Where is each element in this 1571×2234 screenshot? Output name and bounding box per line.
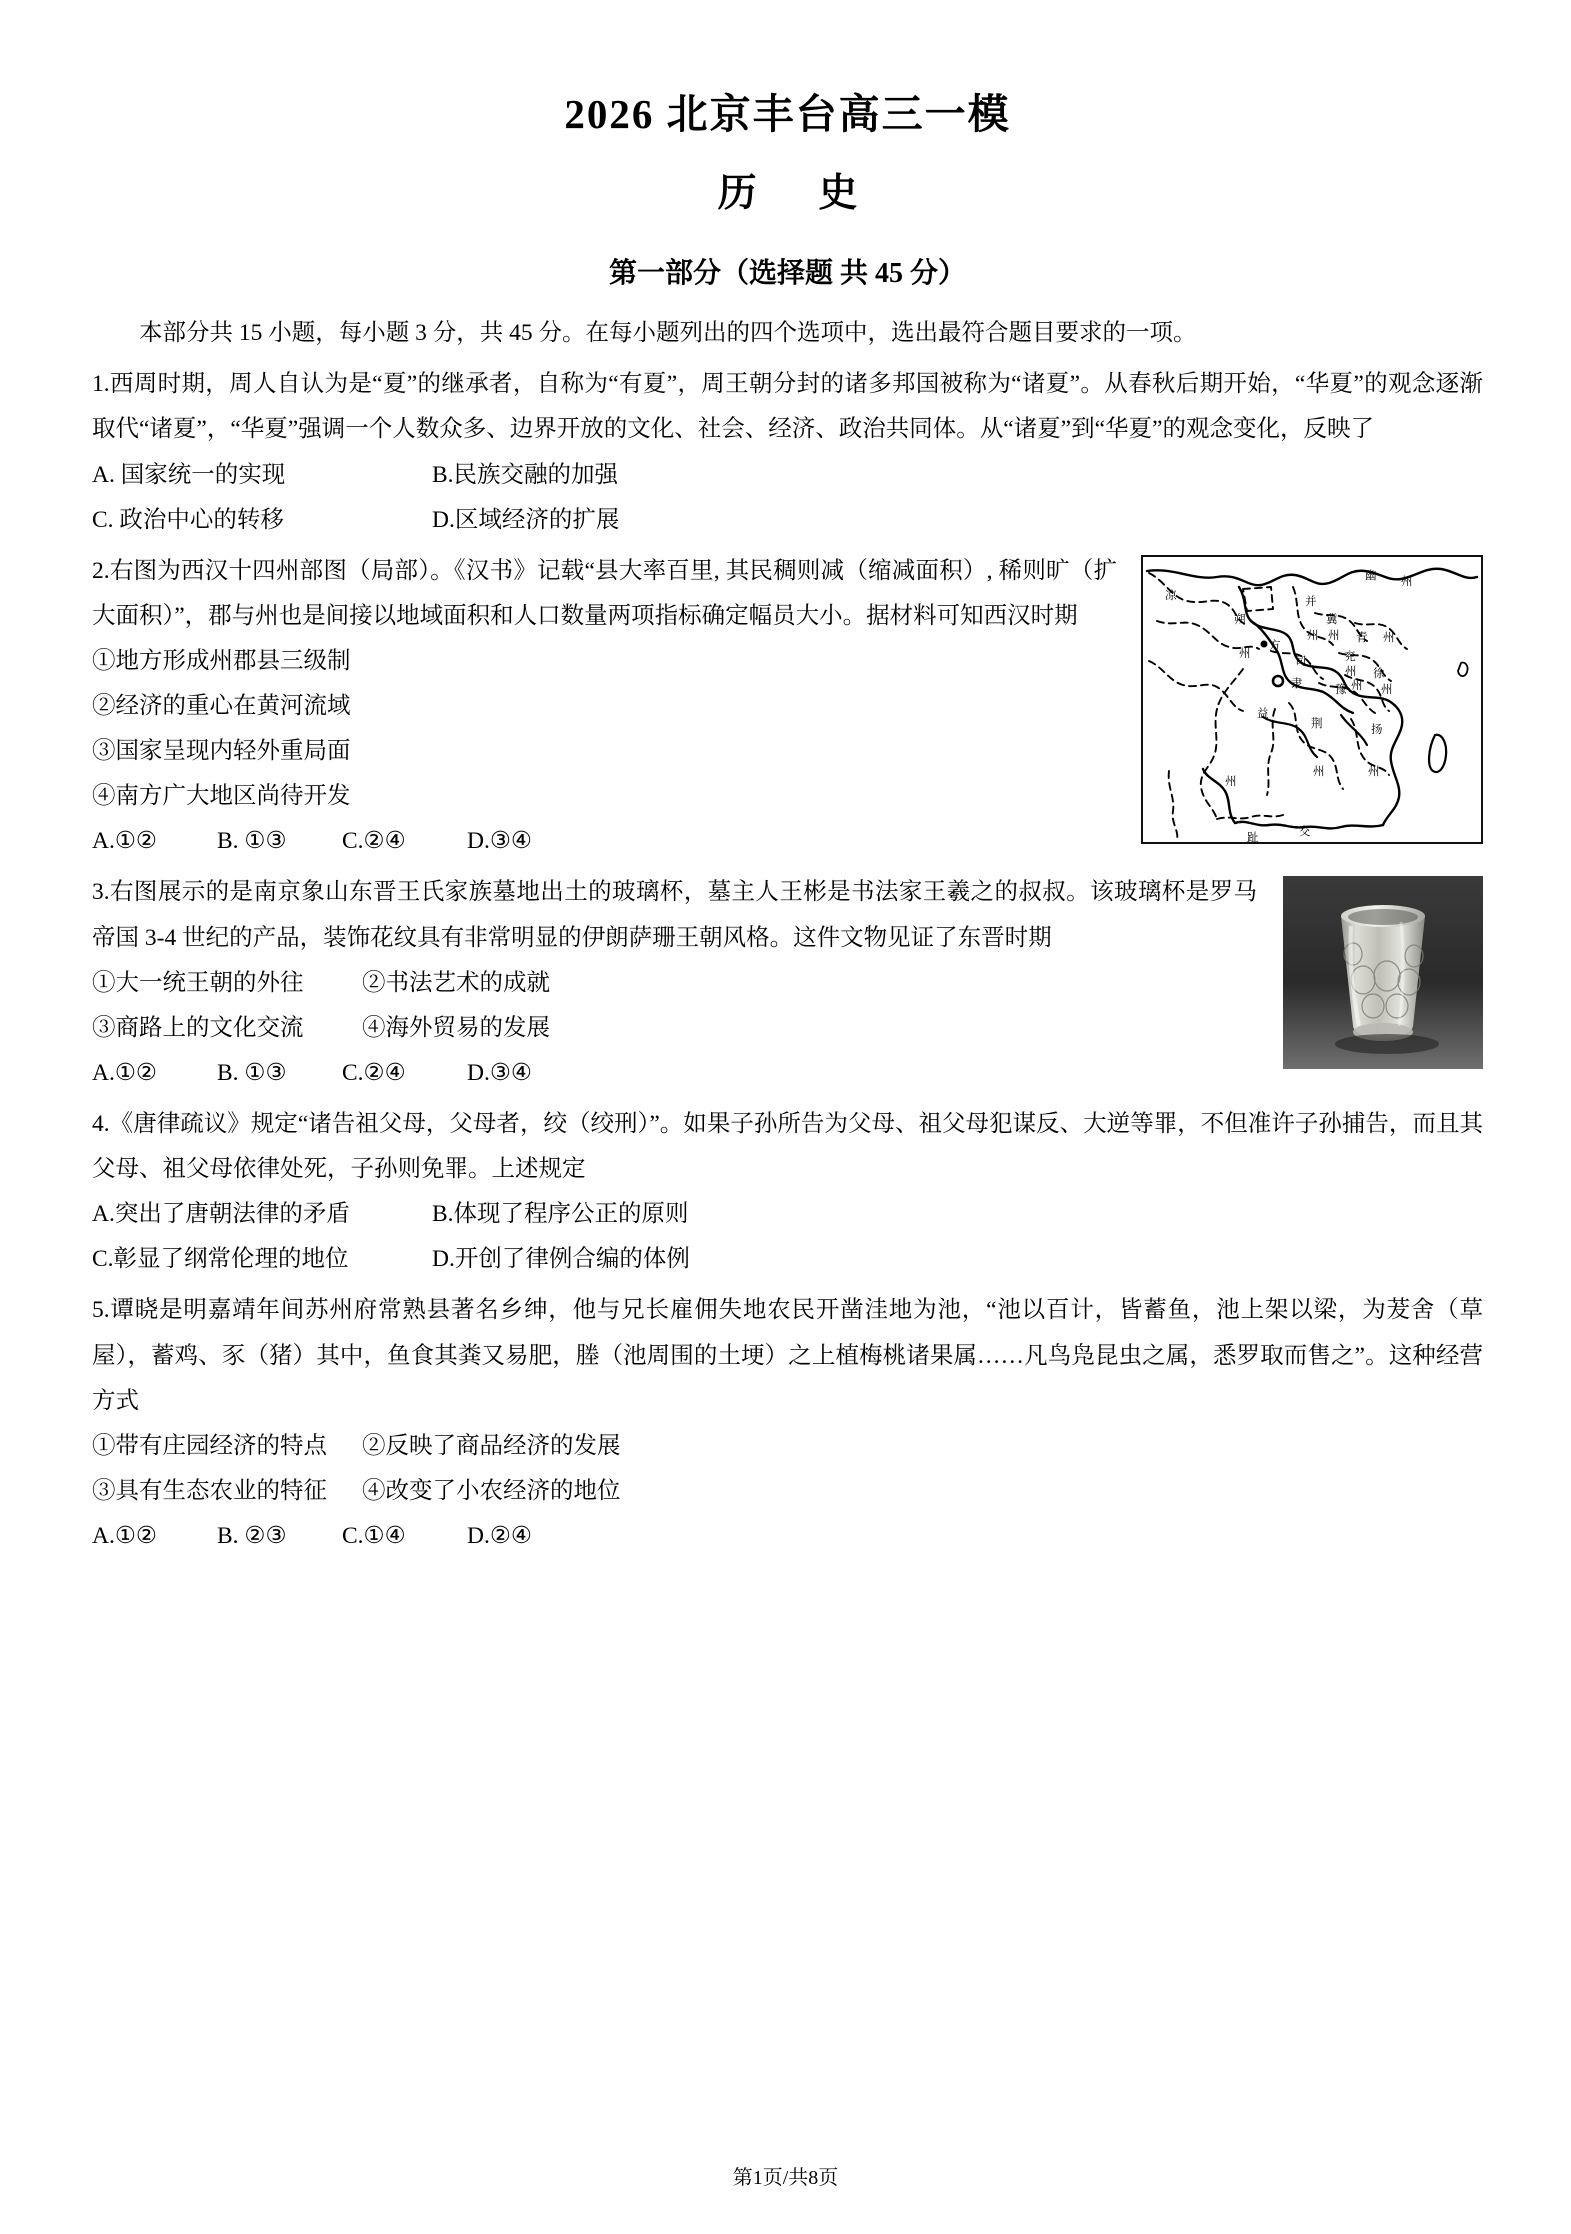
map-label-shuo: 朔 bbox=[1234, 613, 1246, 626]
question-3-subitem-4: ④海外贸易的发展 bbox=[362, 1014, 550, 1041]
question-3-stem: 3.右图展示的是南京象山东晋王氏家族墓地出土的玻璃杯，墓主人王彬是书法家王羲之的叔叔。该玻璃杯是罗马帝国 3-4 世纪的产品，装饰花纹具有非常明显的伊朗萨珊王朝风格。这件文物见证了东晋时期 bbox=[92, 879, 1257, 951]
part-header-parenthetical: （选择题 共 45 分） bbox=[721, 257, 967, 289]
map-label-yanzhou: 州 bbox=[1345, 665, 1357, 678]
question-1-stem: 1.西周时期，周人自认为是“夏”的继承者，自称为“有夏”，周王朝分封的诸多邦国被称为“诸夏”。从春秋后期开始，“华夏”的观念逐渐取代“诸夏”，“华夏”强调一个人数众多、边界开放的文化、社会、经济、政治共同体。从“诸夏”到“华夏”的观念变化，反映了 bbox=[92, 371, 1483, 443]
map-label-yi: 益 bbox=[1257, 707, 1269, 720]
han-dynasty-map-svg bbox=[1143, 557, 1481, 842]
question-3-option-a[interactable]: A.①② bbox=[92, 1059, 157, 1086]
part-header bbox=[92, 254, 1483, 293]
map-label-liangzhou: 州 bbox=[1239, 647, 1251, 660]
subject-title: 历 史 bbox=[717, 172, 884, 216]
question-5-subitem-row-2 bbox=[92, 1469, 1483, 1514]
question-2-option-b[interactable]: B. ①③ bbox=[217, 828, 287, 855]
question-4-option-a[interactable]: A.突出了唐朝法律的矛盾 bbox=[92, 1201, 350, 1228]
question-3-option-c[interactable]: C.②④ bbox=[342, 1059, 406, 1086]
question-3-subitem-2: ②书法艺术的成就 bbox=[362, 969, 550, 996]
question-4-options-row-1 bbox=[92, 1192, 1483, 1237]
page-title: 2026 北京丰台高三一模 bbox=[564, 91, 1011, 137]
page-footer: 第1页/共8页 bbox=[732, 2167, 839, 2189]
map-label-yuzhou: 州 bbox=[1351, 679, 1363, 692]
part-header-main: 第一部分 bbox=[608, 257, 721, 289]
map-label-yang: 扬 bbox=[1371, 723, 1383, 736]
glass-cup-figure bbox=[1283, 876, 1483, 1069]
question-3-subitem-1: ①大一统王朝的外往 bbox=[92, 969, 304, 996]
question-2-subitem-2: ②经济的重心在黄河流域 bbox=[92, 693, 351, 720]
map-label-yangzhou: 州 bbox=[1368, 765, 1380, 778]
question-3-options-row bbox=[92, 1051, 1257, 1096]
question-4-option-b[interactable]: B.体现了程序公正的原则 bbox=[432, 1201, 689, 1228]
glass-cup-svg bbox=[1283, 876, 1483, 1069]
question-1-option-b[interactable]: B.民族交融的加强 bbox=[432, 461, 619, 488]
map-label-li: 隶 bbox=[1291, 677, 1303, 690]
question-1-option-c[interactable]: C. 政治中心的转移 bbox=[92, 506, 284, 533]
question-5-subitem-3: ③具有生态农业的特征 bbox=[92, 1477, 327, 1504]
question-5 bbox=[92, 1288, 1483, 1559]
question-1-options-row-2 bbox=[92, 498, 1483, 543]
map-label-xu: 徐 bbox=[1373, 667, 1385, 680]
question-2-stem: 2.右图为西汉十四州部图（局部）。《汉书》记载“县大率百里, 其民稠则减（缩减面积）, 稀则旷（扩大面积）”，郡与州也是间接以地域面积和人口数量两项指标确定幅员大小。据材料可知西汉时期 bbox=[92, 557, 1117, 629]
question-5-option-c[interactable]: C.①④ bbox=[342, 1523, 406, 1550]
question-4-stem: 4.《唐律疏议》规定“诸告祖父母，父母者，绞（绞刑）”。如果子孙所告为父母、祖父母犯谋反、大逆等罪，不但准许子孙捕告，而且其父母、祖父母依律处死，子孙则免罪。上述规定 bbox=[92, 1111, 1483, 1183]
map-label-jing: 荆 bbox=[1311, 717, 1323, 730]
map-label-ji: 冀 bbox=[1326, 613, 1338, 626]
question-5-option-b[interactable]: B. ②③ bbox=[217, 1523, 287, 1550]
map-label-yan: 兖 bbox=[1344, 650, 1356, 663]
question-5-subitem-4: ④改变了小农经济的地位 bbox=[362, 1477, 621, 1504]
question-5-option-d[interactable]: D.②④ bbox=[467, 1523, 532, 1550]
question-2-option-c[interactable]: C.②④ bbox=[342, 828, 406, 855]
cup-shadow bbox=[1335, 1034, 1439, 1054]
question-2-option-a[interactable]: A.①② bbox=[92, 828, 157, 855]
question-1-option-a[interactable]: A. 国家统一的实现 bbox=[92, 461, 286, 488]
city-marker bbox=[1261, 640, 1268, 647]
map-label-youzhou: 州 bbox=[1401, 575, 1413, 588]
map-label-qingzhou: 州 bbox=[1383, 631, 1395, 644]
map-label-bing: 并 bbox=[1305, 595, 1317, 608]
map-label-xuzhou: 州 bbox=[1381, 683, 1393, 696]
section-instruction: 本部分共 15 小题，每小题 3 分，共 45 分。在每小题列出的四个选项中，选出最符合题目要求的一项。 bbox=[139, 320, 1197, 347]
question-1-options-row-1 bbox=[92, 453, 1483, 498]
map-label-jingzhou: 州 bbox=[1313, 765, 1325, 778]
map-label-bottom: 趾 bbox=[1247, 831, 1259, 842]
question-5-stem: 5.谭晓是明嘉靖年间苏州府常熟县著名乡绅，他与兄长雇佣失地农民开凿洼地为池，“池以百计，皆蓄鱼，池上架以梁，为茇舍（草屋），蓄鸡、豕（猪）其中，鱼食其粪又易肥，塍（池周围的土埂）之上植梅桃诸果属……凡鸟凫昆虫之属，悉罗取而售之”。这种经营方式 bbox=[92, 1297, 1483, 1414]
question-2-subitem-1: ①地方形成州郡县三级制 bbox=[92, 647, 351, 674]
map-label-bingzhou: 州 bbox=[1307, 629, 1319, 642]
question-3-option-d[interactable]: D.③④ bbox=[467, 1059, 532, 1086]
map-label-qing: 青 bbox=[1356, 631, 1368, 644]
question-1-option-d[interactable]: D.区域经济的扩展 bbox=[432, 506, 620, 533]
question-3-subitem-3: ③商路上的文化交流 bbox=[92, 1014, 304, 1041]
question-5-subitem-row-1 bbox=[92, 1424, 1483, 1469]
han-dynasty-map-figure bbox=[1141, 555, 1483, 844]
question-5-subitem-1: ①带有庄园经济的特点 bbox=[92, 1432, 327, 1459]
question-3-subitem-row-2 bbox=[92, 1006, 1257, 1051]
question-3-option-b[interactable]: B. ①③ bbox=[217, 1059, 287, 1086]
map-label-fang: 方 bbox=[1269, 639, 1281, 652]
question-2-option-d[interactable]: D.③④ bbox=[467, 828, 532, 855]
question-5-subitem-2: ②反映了商品经济的发展 bbox=[362, 1432, 621, 1459]
question-4-option-c[interactable]: C.彰显了纲常伦理的地位 bbox=[92, 1246, 349, 1273]
map-label-jizhou: 州 bbox=[1328, 629, 1340, 642]
map-label-yu: 豫 bbox=[1335, 683, 1347, 696]
map-label-jiao: 交 bbox=[1299, 825, 1311, 838]
map-label-liang: 凉 bbox=[1165, 589, 1177, 602]
map-label-yizhou: 州 bbox=[1225, 775, 1237, 788]
question-1 bbox=[92, 362, 1483, 542]
map-label-you: 幽 bbox=[1365, 569, 1377, 582]
question-4-options-row-2 bbox=[92, 1237, 1483, 1282]
question-2 bbox=[92, 549, 1483, 865]
question-2-subitem-4: ④南方广大地区尚待开发 bbox=[92, 783, 351, 810]
question-2-options-row bbox=[92, 819, 1117, 864]
map-label-si: 司 bbox=[1295, 655, 1307, 668]
question-5-option-a[interactable]: A.①② bbox=[92, 1523, 157, 1550]
question-2-subitem-3: ③国家呈现内轻外重局面 bbox=[92, 738, 351, 765]
question-3-subitem-row-1 bbox=[92, 961, 1257, 1006]
question-3 bbox=[92, 870, 1483, 1096]
question-5-options-row bbox=[92, 1514, 1483, 1559]
question-4 bbox=[92, 1102, 1483, 1282]
question-4-option-d[interactable]: D.开创了律例合编的体例 bbox=[432, 1246, 690, 1273]
